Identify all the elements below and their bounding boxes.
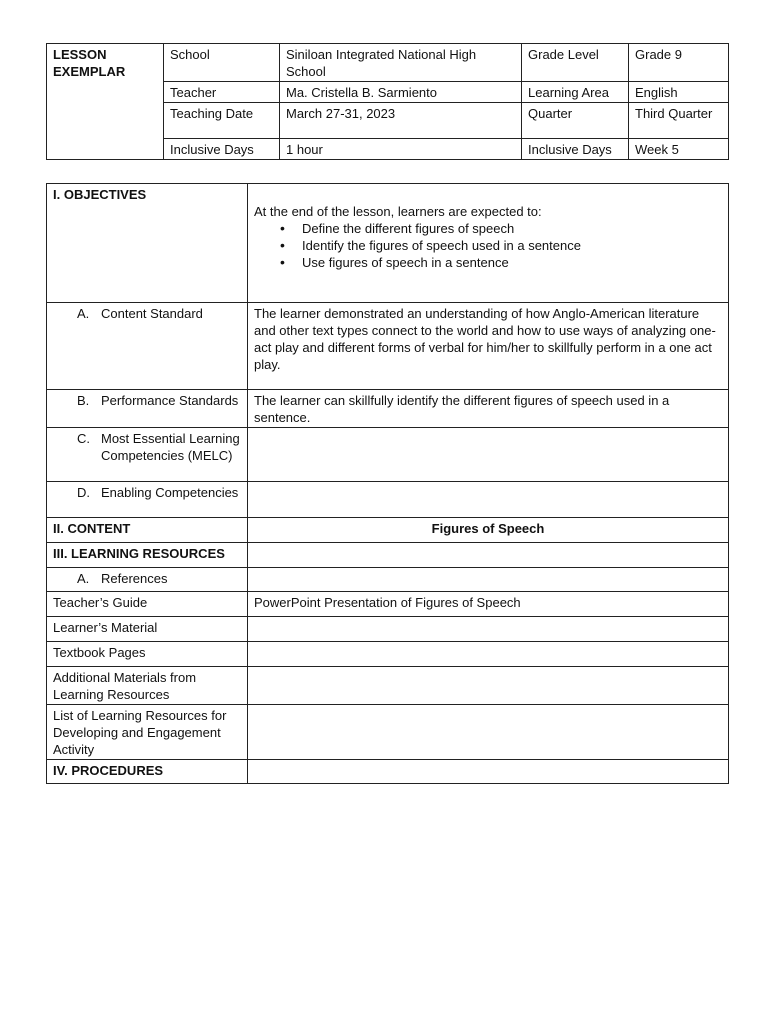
item-letter: D. [77, 485, 90, 500]
learning-area-label: Learning Area [522, 82, 629, 103]
teacher-label: Teacher [164, 82, 280, 103]
objective-item: • Define the different figures of speech [302, 220, 722, 237]
school-value: Siniloan Integrated National High School [280, 44, 522, 82]
grade-level-label: Grade Level [522, 44, 629, 82]
teachers-guide-label: Teacher’s Guide [47, 592, 248, 617]
learning-resources-heading: III. LEARNING RESOURCES [47, 543, 248, 568]
content-heading: II. CONTENT [47, 518, 248, 543]
performance-standards-text: The learner can skillfully identify the different figures of speech used in a sentence. [248, 390, 729, 428]
melc-label-cell [47, 428, 248, 482]
learning-area-value: English [629, 82, 729, 103]
learning-resources-list-value [248, 705, 729, 760]
performance-standards-label-cell [47, 390, 248, 428]
inclusive-days-value: 1 hour [280, 139, 522, 160]
lesson-exemplar-title: LESSON EXEMPLAR [47, 44, 164, 160]
quarter-label: Quarter [522, 103, 629, 139]
item-letter: C. [77, 431, 90, 446]
inclusive-days-value-2: Week 5 [629, 139, 729, 160]
additional-materials-label: Additional Materials from Learning Resources [47, 667, 248, 705]
content-standard-label: Content Standard [101, 306, 203, 321]
textbook-pages-value [248, 642, 729, 667]
learning-resources-list-label: List of Learning Resources for Developing and Engagement Activity [47, 705, 248, 760]
teachers-guide-value: PowerPoint Presentation of Figures of Speech [248, 592, 729, 617]
references-label: References [101, 571, 168, 586]
enabling-text [248, 482, 729, 518]
content-value: Figures of Speech [248, 518, 729, 543]
objective-item: • Use figures of speech in a sentence [302, 254, 722, 271]
school-label: School [164, 44, 280, 82]
enabling-label: Enabling Competencies [101, 485, 239, 500]
teaching-date-label: Teaching Date [164, 103, 280, 139]
lesson-plan-table [46, 183, 729, 784]
additional-materials-value [248, 667, 729, 705]
references-label-cell [47, 568, 248, 592]
lesson-header-table [46, 43, 729, 160]
item-letter: A. [77, 571, 90, 586]
performance-standards-label: Performance Standards [101, 393, 239, 408]
quarter-value: Third Quarter [629, 103, 729, 139]
learners-material-label: Learner’s Material [47, 617, 248, 642]
melc-label: Most Essential Learning Competencies (MELC) [101, 431, 240, 463]
objectives-list [254, 220, 722, 271]
objectives-cell [248, 184, 729, 303]
content-standard-text: The learner demonstrated an understanding of how Anglo-American literature and other text types connect to the world and how to use ways of analyzing one-act play and different forms of verbal for him/her to skillfully perform in a one act play. [248, 303, 729, 390]
item-letter: B. [77, 393, 90, 408]
item-letter: A. [77, 306, 90, 321]
procedures-heading: IV. PROCEDURES [47, 760, 248, 784]
inclusive-days-label: Inclusive Days [164, 139, 280, 160]
learners-material-value [248, 617, 729, 642]
objectives-heading: I. OBJECTIVES [47, 184, 248, 303]
teaching-date-value: March 27-31, 2023 [280, 103, 522, 139]
procedures-value [248, 760, 729, 784]
inclusive-days-label-2: Inclusive Days [522, 139, 629, 160]
objectives-intro: At the end of the lesson, learners are expected to: [254, 204, 542, 219]
grade-level-value: Grade 9 [629, 44, 729, 82]
melc-text [248, 428, 729, 482]
teacher-value: Ma. Cristella B. Sarmiento [280, 82, 522, 103]
objective-item: • Identify the figures of speech used in a sentence [302, 237, 722, 254]
enabling-label-cell [47, 482, 248, 518]
content-standard-label-cell [47, 303, 248, 390]
textbook-pages-label: Textbook Pages [47, 642, 248, 667]
references-value [248, 568, 729, 592]
learning-resources-value [248, 543, 729, 568]
